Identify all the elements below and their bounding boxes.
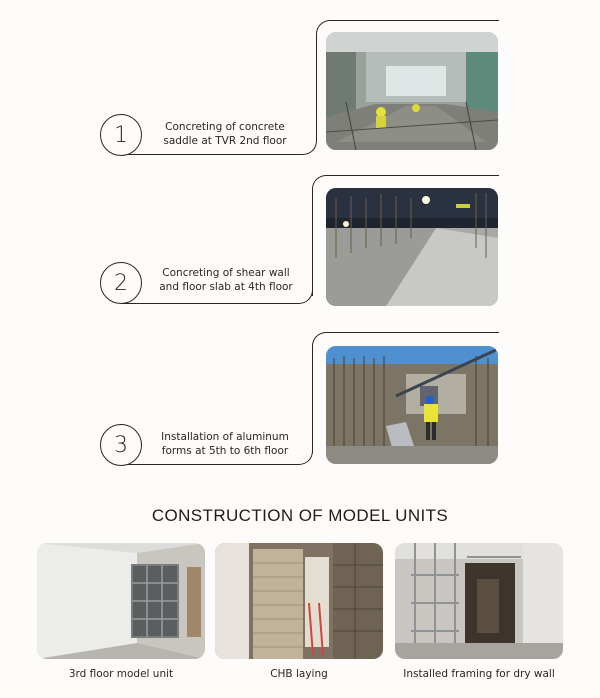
step-1-caption: Concreting of concrete saddle at TVR 2nd floor	[163, 121, 287, 147]
step-2-number: 2	[114, 270, 128, 296]
model-unit-1-caption: 3rd floor model unit	[68, 668, 174, 680]
model-unit-3-caption: Installed framing for dry wall	[403, 668, 555, 680]
step-3-number-circle	[100, 424, 142, 466]
step-3-caption: Installation of aluminum forms at 5th to 6th floor	[161, 431, 289, 457]
step-2-photo	[326, 188, 498, 306]
section-title: CONSTRUCTION OF MODEL UNITS	[151, 506, 449, 525]
step-3-photo	[326, 346, 498, 464]
model-unit-3-photo	[395, 543, 563, 659]
step-2-number-circle	[100, 262, 142, 304]
model-unit-2-caption: CHB laying	[270, 668, 328, 680]
step-2-caption: Concreting of shear wall and floor slab at 4th floor	[159, 267, 293, 293]
model-unit-2-photo	[215, 543, 383, 659]
step-1-number: 1	[114, 122, 128, 148]
step-1-number-circle	[100, 114, 142, 156]
step-1-photo	[326, 32, 498, 150]
model-unit-1-photo	[37, 543, 205, 659]
step-3-number: 3	[114, 432, 128, 458]
